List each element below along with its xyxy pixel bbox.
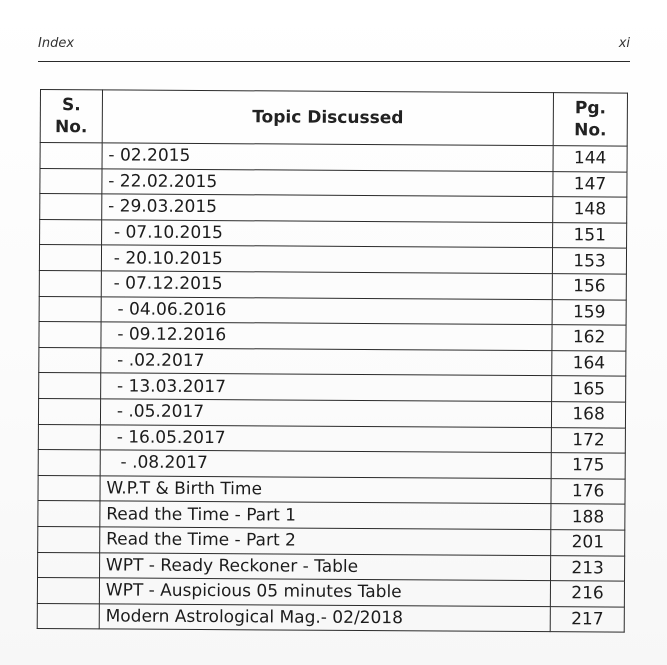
sno-cell	[38, 475, 100, 501]
page-cell: 188	[551, 504, 625, 530]
sno-cell	[40, 143, 102, 169]
table-row	[39, 270, 626, 299]
table-row	[39, 245, 626, 274]
sno-cell	[40, 219, 102, 245]
page-cell: 172	[551, 427, 625, 453]
sno-cell	[37, 603, 99, 629]
topic-cell: W.P.T & Birth Time	[100, 476, 551, 504]
topic-cell: - 07.12.2015	[101, 271, 552, 299]
table-row	[38, 450, 625, 479]
index-rows	[37, 143, 627, 633]
page-cell: 147	[553, 171, 627, 197]
topic-cell: - 02.2015	[102, 143, 553, 171]
table-row	[39, 373, 626, 402]
page-header-line1: Pg.	[574, 98, 607, 119]
page-cell: 151	[553, 222, 627, 248]
topic-cell: Read the Time - Part 1	[100, 501, 551, 529]
table-row	[39, 347, 626, 376]
table-row	[39, 322, 626, 351]
header-row	[40, 90, 627, 147]
table-row	[38, 552, 625, 581]
table-row	[39, 296, 626, 325]
sno-cell	[38, 450, 100, 476]
column-header-page	[553, 93, 627, 146]
topic-cell: - 16.05.2017	[100, 424, 551, 452]
sno-cell	[39, 245, 101, 271]
table-row	[37, 578, 624, 607]
topic-cell: - .05.2017	[100, 399, 551, 427]
topic-cell: - .02.2017	[101, 348, 552, 376]
sno-header-line1: S.	[61, 95, 81, 116]
page-cell: 217	[550, 606, 624, 632]
page-cell: 159	[552, 299, 626, 325]
sno-cell	[40, 194, 102, 220]
table-row	[38, 398, 625, 427]
sno-header-line2: No.	[54, 117, 88, 138]
topic-cell: Modern Astrological Mag.- 02/2018	[99, 604, 550, 632]
sno-cell	[39, 322, 101, 348]
table-row	[40, 143, 627, 172]
page-cell: 165	[552, 376, 626, 402]
page-cell: 164	[552, 350, 626, 376]
column-header-topic: Topic Discussed	[102, 90, 554, 146]
index-table	[37, 89, 628, 633]
topic-cell: - 29.03.2015	[102, 194, 553, 222]
page-cell: 175	[551, 453, 625, 479]
table-row	[37, 603, 624, 632]
page-cell: 168	[552, 402, 626, 428]
page-cell: 153	[553, 248, 627, 274]
sno-cell	[39, 270, 101, 296]
sno-cell	[38, 424, 100, 450]
topic-cell: Read the Time - Part 2	[100, 527, 551, 555]
table-row	[40, 168, 627, 197]
sno-cell	[39, 296, 101, 322]
page-number: xi	[618, 36, 630, 51]
table-row	[40, 194, 627, 223]
topic-cell: WPT - Auspicious 05 minutes Table	[99, 578, 550, 606]
topic-cell: - 13.03.2017	[100, 373, 551, 401]
sno-cell	[38, 398, 100, 424]
sno-cell	[38, 552, 100, 578]
table-row	[38, 526, 625, 555]
page-cell: 162	[552, 325, 626, 351]
topic-cell: - .08.2017	[100, 450, 551, 478]
table-row	[38, 501, 625, 530]
running-head-title: Index	[38, 36, 75, 51]
topic-cell: - 22.02.2015	[102, 168, 553, 196]
topic-cell: - 09.12.2016	[101, 322, 552, 350]
page-cell: 213	[551, 555, 625, 581]
topic-cell: WPT - Ready Reckoner - Table	[99, 552, 550, 580]
sno-cell	[37, 578, 99, 604]
sno-cell	[39, 347, 101, 373]
table-row	[38, 424, 625, 453]
page-cell: 216	[551, 581, 625, 607]
table-row	[40, 219, 627, 248]
topic-cell: - 04.06.2016	[101, 296, 552, 324]
sno-cell	[40, 168, 102, 194]
column-header-sno	[40, 90, 102, 143]
page-cell: 156	[552, 274, 626, 300]
topic-cell: - 07.10.2015	[101, 220, 552, 248]
page-cell: 144	[553, 146, 627, 172]
page-cell: 201	[551, 530, 625, 556]
page-header-line2: No.	[574, 120, 607, 141]
sno-cell	[38, 526, 100, 552]
table-row	[38, 475, 625, 504]
page-cell: 176	[551, 478, 625, 504]
sno-cell	[39, 373, 101, 399]
topic-cell: - 20.10.2015	[101, 245, 552, 273]
page-cell: 148	[553, 197, 627, 223]
header-rule	[38, 61, 630, 62]
sno-cell	[38, 501, 100, 527]
